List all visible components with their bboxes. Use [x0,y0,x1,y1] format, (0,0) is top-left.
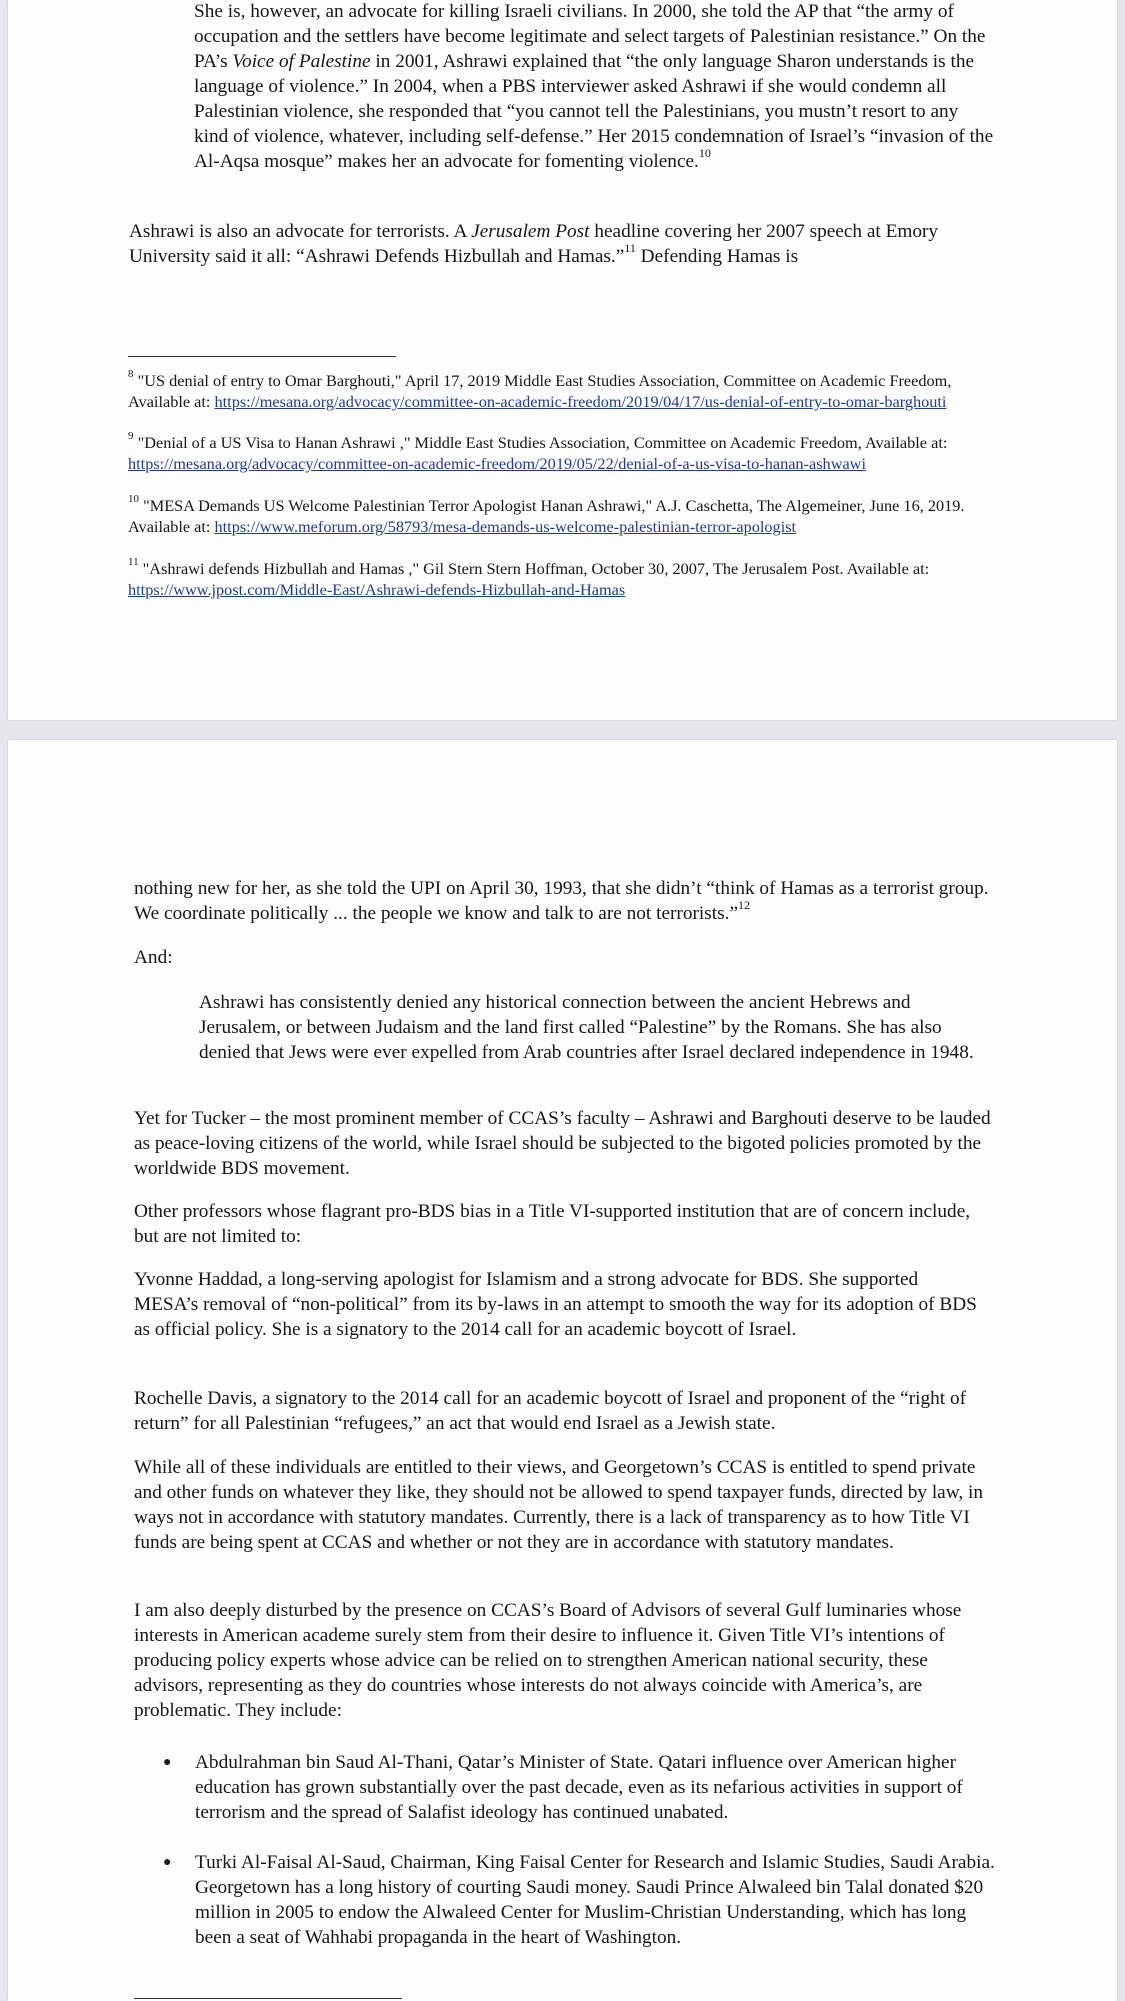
footnote-11-link[interactable]: https://www.jpost.com/Middle-East/Ashrawi-defends-Hizbullah-and-Hamas [128,579,626,599]
quote-paragraph-violence: She is, however, an advocate for killing Israeli civilians. In 2000, she told the AP that “the army of occupation and the settlers have become legitimate and select targets of Palestinian resistance.” On the PA’s Voice of Palestine in 2001, Ashrawi explained that “the only language Sharon understands is the language of violence.” In 2004, when a PBS interviewer asked Ashrawi if she would condemn all Palestinian violence, she responded that “you cannot tell the Palestinians, you mustn’t resort to any kind of violence, whatever, including self-defense.” Her 2015 condemnation of Israel’s “invasion of the Al-Aqsa mosque” makes her an advocate for fomenting violence.$^{10}$ [194,1,994,172]
block-quote-history: Ashrawi has consistently denied any historical connection between the ancient Hebrews and Jerusalem, or between Judaism and the land first called “Palestine” by the Romans. She has also denied that Jews were ever expelled from Arab countries after Israel declared independence in 1948. [199,992,974,1063]
footnote-ref-12[interactable]: 12 [738,897,751,912]
paragraph-hamas: nothing new for her, as she told the UPI on April 30, 1993, that she didn’t “think of Hamas as a terrorist group. We coordinate politically ... the people we know and talk to are not terrorists.”$^{12}$ [134,878,989,924]
bullet-item-al-thani: Abdulrahman bin Saud Al-Thani, Qatar’s Minister of State. Qatari influence over American higher education has grown substantially over the past decade, even as its nefarious activities in support of terrorism and the spread of Salafist ideology has continued unabated. [195,1752,963,1823]
paragraph-tucker: Yet for Tucker – the most prominent member of CCAS’s faculty – Ashrawi and Barghouti deserve to be lauded as peace-loving citizens of the world, while Israel should be subjected to the bigoted policies promoted by the worldwide BDS movement. [134,1108,991,1179]
footnote-ref-10[interactable]: 10 [698,145,711,160]
footnote-9-link[interactable]: https://mesana.org/advocacy/committee-on-academic-freedom/2019/05/22/denial-of-a-us-visa-to-hanan-ashwawi [128,453,866,473]
footnote-8-link[interactable]: https://mesana.org/advocacy/committee-on-academic-freedom/2019/04/17/us-denial-of-entry-to-omar-barghouti [214,391,947,411]
footnote-separator [128,356,396,357]
paragraph-terrorists: Ashrawi is also an advocate for terrorists. A Jerusalem Post headline covering her 2007 speech at Emory University said it all: “Ashrawi Defends Hizbullah and Hamas.”$^{11}$ Defending Hamas is [129,221,939,267]
footnote-ref-11[interactable]: 11 [624,240,636,255]
footnote-separator [134,1998,402,1999]
and-label: And: [134,947,173,968]
paragraph-advisors: I am also deeply disturbed by the presence on CCAS’s Board of Advisors of several Gulf luminaries whose interests in American academe surely stem from their desire to influence it. Given Title VI’s intentions of producing policy experts whose advice can be relied on to strengthen American national security, these advisors, representing as they do countries whose interests do not always coincide with America’s, are problematic. They include: [134,1600,962,1721]
footnote-10-link[interactable]: https://www.meforum.org/58793/mesa-demands-us-welcome-palestinian-terror-apologist [214,516,797,536]
footnote-11: $^{11}$ "Ashrawi defends Hizbullah and Hamas ," Gil Stern Stern Hoffman, October 30, 2007, The Jerusalem Post. Available at: https://www.jpost.com/Middle-East/Ashrawi-defends-Hizbullah-and-Hamas [128,555,930,599]
bullet-marker: ● [163,1755,172,1770]
document-page-2 [8,740,1117,2001]
paragraph-haddad: Yvonne Haddad, a long-serving apologist for Islamism and a strong advocate for BDS. She supported MESA’s removal of “non-political” from its by-laws in an attempt to smooth the way for its adoption of BDS as official policy. She is a signatory to the 2014 call for an academic boycott of Israel. [134,1269,977,1340]
document-page-1 [8,0,1117,720]
bullet-marker: ● [163,1855,172,1870]
publication-title: Jerusalem Post [471,221,590,242]
publication-title: Voice of Palestine [232,51,371,72]
bullet-item-al-faisal: Turki Al-Faisal Al-Saud, Chairman, King Faisal Center for Research and Islamic Studies, Saudi Arabia. Georgetown has a long history of courting Saudi money. Saudi Prince Alwaleed bin Talal donated $20 million in 2005 to endow the Alwaleed Center for Muslim-Christian Understanding, which has long been a seat of Wahhabi propaganda in the heart of Washington. [195,1852,995,1948]
footnote-10: $^{10}$ "MESA Demands US Welcome Palestinian Terror Apologist Hanan Ashrawi," A.J. Caschetta, The Algemeiner, June 16, 2019. Available at: https://www.meforum.org/58793/mesa-demands-us-welcome-palestinian-terror-apologist [128,492,965,536]
paragraph-professors: Other professors whose flagrant pro-BDS bias in a Title VI-supported institution that are of concern include, but are not limited to: [134,1201,971,1247]
footnote-9: $^9$ "Denial of a US Visa to Hanan Ashrawi ," Middle East Studies Association, Committee on Academic Freedom, Available at: https://mesana.org/advocacy/committee-on-academic-freedom/2019/05/22/denial-of-a-us-visa-to-hanan-ashwawi [128,429,948,473]
paragraph-davis: Rochelle Davis, a signatory to the 2014 call for an academic boycott of Israel and proponent of the “right of return” for all Palestinian “refugees,” an act that would end Israel as a Jewish state. [134,1388,967,1434]
paragraph-entitled: While all of these individuals are entitled to their views, and Georgetown’s CCAS is entitled to spend private and other funds on whatever they like, they should not be allowed to spend taxpayer funds, directed by law, in ways not in accordance with statutory mandates. Currently, there is a lack of transparency as to how Title VI funds are being spent at CCAS and whether or not they are in accordance with statutory mandates. [134,1457,984,1553]
footnote-8: $^8$ "US denial of entry to Omar Barghouti," April 17, 2019 Middle East Studies Association, Committee on Academic Freedom, Available at: https://mesana.org/advocacy/committee-on-academic-freedom/2019/04/17/us-denial-of-entry-to-omar-barghouti [128,367,952,411]
